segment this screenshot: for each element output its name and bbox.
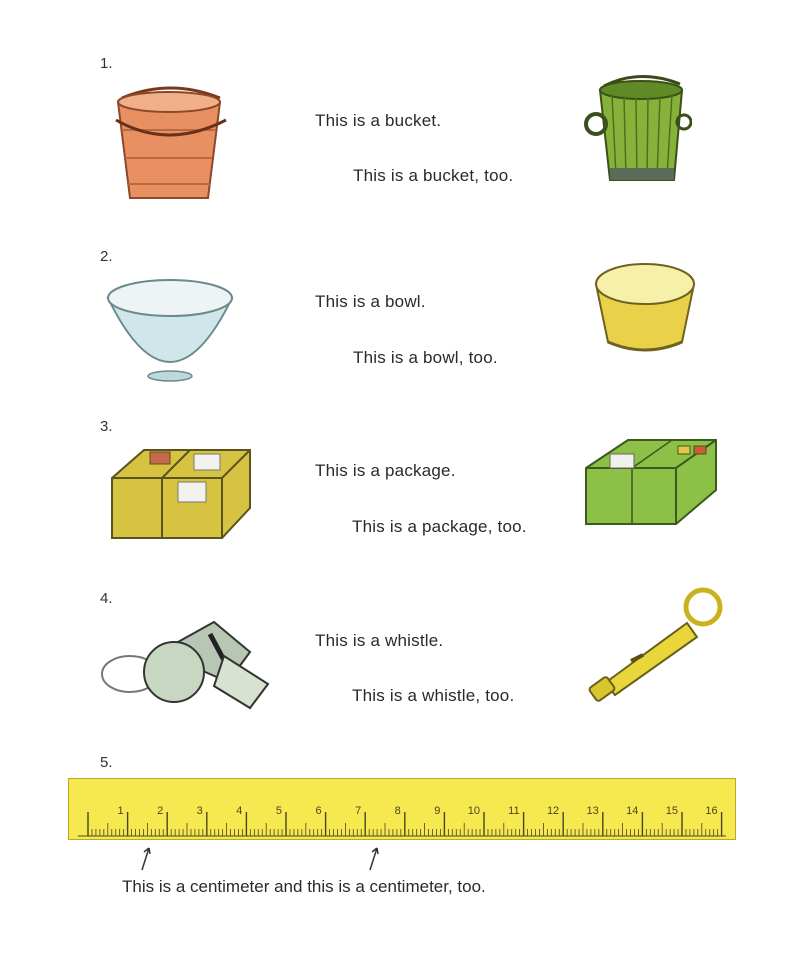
white-bowl-illustration [104, 276, 236, 384]
item-number: 4. [100, 590, 113, 607]
centimeter-ruler [68, 778, 736, 840]
ruler-label: 8 [394, 805, 401, 817]
item-number: 5. [100, 754, 113, 771]
ruler-label: 16 [705, 805, 718, 817]
ruler-label: 4 [236, 805, 243, 817]
item-line-1: This is a bowl. [315, 292, 426, 311]
centimeter-arrow-2 [366, 844, 382, 872]
ruler-label: 2 [157, 805, 164, 817]
item-line-1: This is a whistle. [315, 631, 444, 650]
ruler-label: 9 [434, 805, 441, 817]
item-number: 1. [100, 55, 113, 72]
metal-whistle-illustration [100, 612, 278, 712]
ruler-label: 7 [355, 805, 362, 817]
orange-bucket-illustration [108, 80, 233, 205]
ruler-label: 10 [467, 805, 480, 817]
green-package-illustration [580, 428, 720, 534]
ruler-label: 13 [586, 805, 599, 817]
ruler-label: 3 [196, 805, 203, 817]
ruler-caption: This is a centimeter and this is a centimeter, too. [122, 877, 486, 896]
item-line-2: This is a whistle, too. [352, 686, 515, 705]
ruler-label: 14 [626, 805, 639, 817]
ruler-label: 6 [315, 805, 322, 817]
centimeter-arrow-1 [138, 844, 154, 872]
yellow-package-illustration [104, 438, 256, 546]
ruler-label: 12 [546, 805, 560, 817]
ruler-label: 15 [665, 805, 678, 817]
item-line-2: This is a bowl, too. [353, 348, 498, 367]
yellow-whistle-illustration [585, 585, 727, 707]
item-line-2: This is a package, too. [352, 517, 527, 536]
yellow-bowl-illustration [592, 258, 698, 358]
item-line-1: This is a package. [315, 461, 456, 480]
green-bucket-illustration [582, 68, 692, 190]
ruler-label: 11 [508, 805, 520, 817]
ruler-label: 5 [275, 805, 282, 817]
item-line-2: This is a bucket, too. [353, 166, 514, 185]
item-line-1: This is a bucket. [315, 111, 442, 130]
item-number: 3. [100, 418, 113, 435]
item-number: 2. [100, 248, 113, 265]
ruler-label: 1 [117, 805, 124, 817]
